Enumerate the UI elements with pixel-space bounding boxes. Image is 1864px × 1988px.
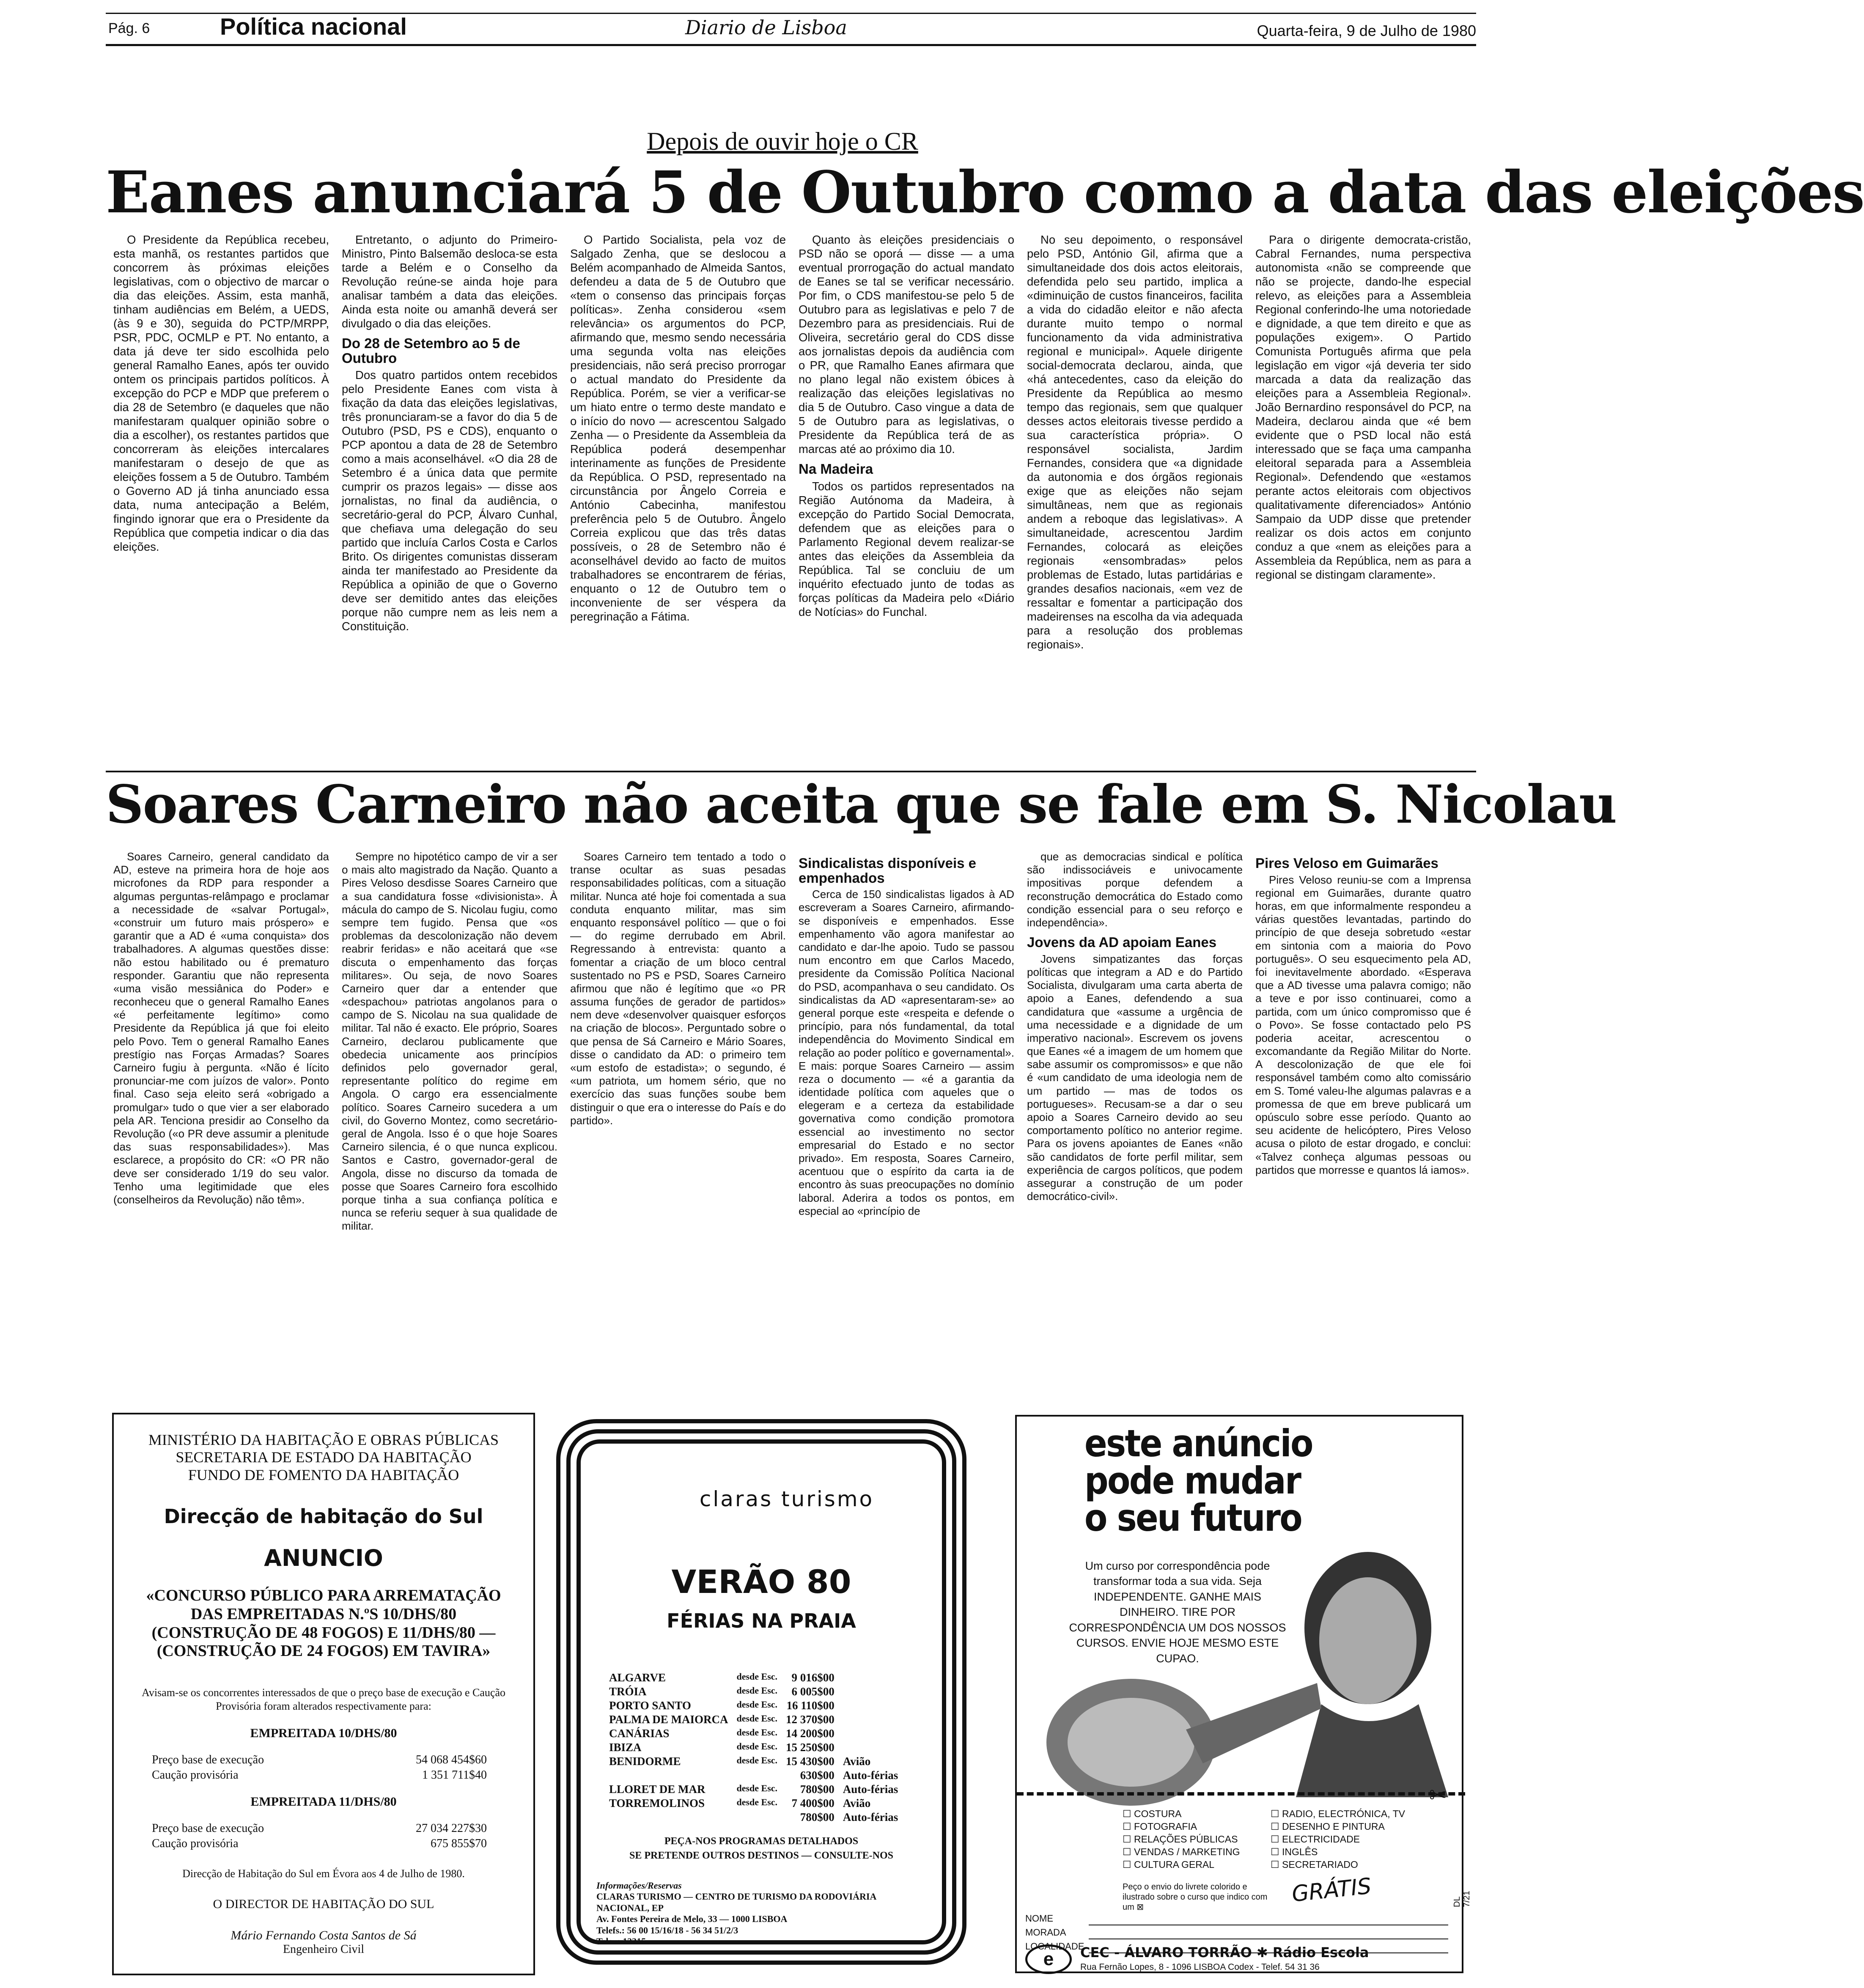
company-name: CLARAS TURISMO — CENTRO DE TURISMO DA RODOVIÁRIA NACIONAL, EP xyxy=(596,1891,876,1913)
subheading: Jovens da AD apoiam Eanes xyxy=(1027,934,1217,950)
price-place: PALMA DE MAIORCA xyxy=(609,1713,728,1726)
price-row xyxy=(605,1782,902,1796)
article1-body xyxy=(113,233,1471,768)
page-number: Pág. 6 xyxy=(108,20,150,36)
price-price: 7 400$00 xyxy=(791,1797,835,1810)
price-row xyxy=(605,1796,902,1810)
price-from xyxy=(732,1768,782,1782)
price-from: desde Esc. xyxy=(736,1699,778,1710)
price-note: Auto-férias xyxy=(843,1783,898,1796)
travel-title: VERÃO 80 xyxy=(671,1563,851,1601)
price-from: desde Esc. xyxy=(736,1685,778,1696)
paragraph: que as democracias sindical e política são indissociáveis e univocamente impositivas porque defendem a reconstrução democrática do Estado como condição essencial para o seu reforço e independência». xyxy=(1027,850,1243,929)
name-field[interactable] xyxy=(1089,1911,1448,1925)
price-place: CANÁRIAS xyxy=(609,1727,670,1740)
direction-name: Direcção de habitação do Sul xyxy=(164,1505,483,1528)
price-row xyxy=(605,1727,902,1741)
price-row xyxy=(605,1810,902,1824)
article2-body xyxy=(113,850,1471,1370)
info-label: Informações/Reservas xyxy=(596,1880,682,1891)
article1-column-2 xyxy=(342,233,557,768)
headline-line: o seu futuro xyxy=(1084,1496,1301,1540)
issue-date: Quarta-feira, 9 de Julho de 1980 xyxy=(1257,22,1476,39)
price-note xyxy=(839,1713,902,1727)
notice-text: Avisam-se os concorrentes interessados de que o preço base de execução e Caução Provisória foram alterados respectivamente para: xyxy=(141,1686,506,1713)
booklet-request: Peço o envio do livrete colorido e ilustrado sobre o curso que indico com um ⊠ xyxy=(1123,1882,1268,1912)
paragraph: Todos os partidos representados na Região Autónoma da Madeira, à excepção do Partido Social Democrata, defendem que as eleições para o Parlamento Regional devem realizar-se antes das eleições da Assembleia da República. Tal se concluiu de um inquérito efectuado junto de todas as forças políticas da Madeira pelo «Diário de Notícias» do Funchal. xyxy=(799,479,1014,618)
course-label: VENDAS / MARKETING xyxy=(1134,1846,1240,1857)
price-from: desde Esc. xyxy=(736,1671,778,1682)
lot1-base xyxy=(152,1753,487,1767)
course-label: ELECTRICIDADE xyxy=(1282,1833,1360,1845)
value: 1 351 711$40 xyxy=(422,1768,487,1782)
price-note xyxy=(839,1685,902,1699)
travel-subtitle: FÉRIAS NA PRAIA xyxy=(667,1609,856,1632)
course-option[interactable]: ☐ ELECTRICIDADE xyxy=(1271,1833,1360,1845)
price-place: PORTO SANTO xyxy=(609,1699,691,1712)
price-price: 9 016$00 xyxy=(791,1671,835,1684)
coupon-cut-line xyxy=(1017,1792,1465,1796)
notice-title: ANUNCIO xyxy=(264,1545,383,1572)
fund-name: FUNDO DE FOMENTO DA HABITAÇÃO xyxy=(188,1466,459,1483)
secretariat-name: SECRETARIA DE ESTADO DA HABITAÇÃO xyxy=(176,1449,472,1466)
price-from: desde Esc. xyxy=(736,1783,778,1793)
lot1-bond xyxy=(152,1768,487,1782)
price-note xyxy=(839,1671,902,1685)
signer-role: Engenheiro Civil xyxy=(283,1942,365,1956)
name-row xyxy=(1025,1911,1448,1925)
ministry-ad xyxy=(112,1413,535,1975)
price-place: TRÓIA xyxy=(609,1685,647,1698)
header-rule xyxy=(106,44,1476,46)
price-place: LLORET DE MAR xyxy=(609,1783,706,1796)
price-from: desde Esc. xyxy=(736,1755,778,1766)
lot2-base xyxy=(152,1822,487,1835)
course-label: FOTOGRAFIA xyxy=(1134,1821,1197,1832)
subheading: Na Madeira xyxy=(799,461,873,477)
price-place: ALGARVE xyxy=(609,1671,666,1684)
course-pitch: Um curso por correspondência pode transformar toda a sua vida. Seja INDEPENDENTE. GANHE MAIS DINHEIRO. TIRE POR CORRESPONDÊNCIA UM DOS NOSSOS CURSOS. ENVIE HOJE MESMO ESTE CUPAO. xyxy=(1069,1560,1286,1665)
price-row xyxy=(605,1713,902,1727)
paragraph: Para o dirigente democrata-cristão, Cabral Fernandes, numa perspectiva autonomista «não se compreende que não se projecte, dando-lhe especial relevo, as eleições para a Assembleia Regional conferindo-lhe uma notoriedade e dignidade, a que tem direito e que as populações exigem». O Partido Comunista Português afirma que pela legislação em vigor «já deveria ter sido marcada a data da realização das eleições para a Assembleia Regional». João Bernardino responsável do PCP, na Madeira, declarou ainda que «é bem evidente que o PSD local não está interessado que se faça uma campanha eleitoral separada para a Assembleia Regional». Defendendo que «estamos perante actos eleitorais com objectivos qualitativamente diferenciados» António Sampaio da UDP disse que pretender realizar os dois actos em conjunto conduz a que «nem as eleições para a Assembleia da República, nem as para a regional se distingam claramente». xyxy=(1255,233,1471,581)
price-note xyxy=(839,1741,902,1755)
signer-name: Mário Fernando Costa Santos de Sá xyxy=(231,1928,417,1942)
course-label: SECRETARIADO xyxy=(1282,1859,1358,1870)
article1-column-3 xyxy=(570,233,786,768)
price-price: 6 005$00 xyxy=(791,1685,835,1698)
paragraph: Cerca de 150 sindicalistas ligados à AD escreveram a Soares Carneiro, afirmando-se disponíveis e empenhados. Esse empenhamento vão agora manifestar ao candidato e dar-lhe apoio. Tudo se passou num encontro em que Carlos Macedo, presidente da Comissão Política Nacional do PSD, acompanhava o seu candidato. Os sindicalistas da AD «apresentaram-se» ao general porque este «respeita e defende o princípio, para nós fundamental, da total independência do Movimento Sindical em relação ao poder político e governamental». E mais: porque Soares Carneiro — assim reza o documento — «é a garantia da identidade política com aqueles que o elegeram e a certeza da estabilidade governativa como condição promotora essencial ao investimento no sector empresarial do Estado e no sector privado». Em resposta, Soares Carneiro, acentuou que o espírito da carta ia de encontro às suas preocupações no domínio laboral. Aderira a todos os pontos, em especial ao «princípio de xyxy=(799,888,1014,1217)
price-from: desde Esc. xyxy=(736,1797,778,1807)
article1-column-4 xyxy=(799,233,1014,768)
paragraph: Soares Carneiro, general candidato da AD, esteve na primeira hora de hoje aos microfones da RDP para responder a algumas perguntas-relâmpago e proclamar a necessidade de «salvar Portugal», «construir um futuro mais próspero» e garantir que a AD é «uma conquista» dos trabalhadores. A algumas questões disse: não estou habilitado ou é prematuro responder. Garantiu que não representa «uma visão messiânica do Poder» e reconheceu que o general Ramalho Eanes «é perfeitamente legítimo» como Presidente da República já que foi eleito pelo Povo. Tem o general Ramalho Eanes prestígio nas Forças Armadas? Soares Carneiro fugiu à pergunta. «Não é lícito pronunciar-me com juízos de valor». Ponto final. Caso seja eleito será «obrigado a promulgar» tudo o que vier a ser elaborado pela AR. Tenciona presidir ao Conselho da Revolução («o PR deve assumir a plenitude das suas responsabilidades»). Mas esclarece, a propósito do CR: «O PR não deve ser considerado 1/19 do seu valor. Tenho uma legitimidade que eles (conselheiros da Revolução) não têm». xyxy=(113,850,329,1206)
label: Preço base de execução xyxy=(152,1753,264,1766)
article2-column-6 xyxy=(1255,850,1471,1370)
travel-ad xyxy=(550,1413,973,1971)
article1-column-6 xyxy=(1255,233,1471,768)
price-note: Auto-férias xyxy=(843,1769,898,1782)
price-note xyxy=(839,1699,902,1713)
article1-kicker: Depois de ouvir hoje o CR xyxy=(647,127,918,155)
article2-column-4 xyxy=(799,850,1014,1370)
course-option[interactable]: ☐ COSTURA xyxy=(1123,1808,1182,1819)
company-phones: Telefs.: 56 00 15/16/18 - 56 34 51/2/3 xyxy=(596,1925,738,1936)
course-label: COSTURA xyxy=(1134,1808,1182,1819)
paragraph: Pires Veloso reuniu-se com a Imprensa regional em Guimarães, durante quatro horas, em que informalmente respondeu a várias questões levantadas, partindo do princípio de que deseja sobretudo «estar em sintonia com a maioria do Povo português». O seu esquecimento pela AD, foi inevitavelmente abordado. «Esperava que a AD tivesse uma palavra comigo; não a teve e por isso continuarei, como a partida, com um único compromisso que é o Povo». Se fosse contactado pelo PS poderia aceitar, acrescentou o excomandante da Região Militar do Norte. A descolonização de que ele foi responsável também como alto comissário em S. Tomé valeu-lhe algumas palavras e a promessa de que em breve publicará um opúsculo sobre esse período. Quanto ao seu acidente de helicóptero, Pires Veloso acusa o piloto de estar drogado, e conclui: «Talvez conheça algumas pessoas ou partidos que morresse e quantos lá iamos». xyxy=(1255,873,1471,1176)
price-price: 15 430$00 xyxy=(786,1755,835,1768)
headline-line: este anúncio xyxy=(1084,1422,1312,1465)
paragraph: O Presidente da República recebeu, esta manhã, os restantes partidos que concorrem às próximas eleições legislativas, com o objectivo de marcar o dia das eleições. Assim, esta manhã, tinham audiências em Belém, a UEDS, (às 9 e 30), seguida do PCTP/MRPP, PSR, PDC, OCMLP e PT. No entanto, a data já deve ter sido escolhida pelo general Ramalho Eanes, após ter ouvido ontem os principais partidos políticos. À excepção do PCP e MDP que preferem o dia 28 de Setembro (e daqueles que não manifestaram qualquer opinião sobre o dia a escolher), os restantes partidos que concorreram às eleições intercalares manifestaram o desejo de que as eleições fossem a 5 de Outubro. Também o Governo AD já tinha anunciado essa data, numa antecipação a Belém, fingindo ignorar que era o Presidente da República que competia indicar o dia das eleições. xyxy=(113,233,329,553)
price-row xyxy=(605,1685,902,1699)
article2-column-3 xyxy=(570,850,786,1370)
price-place xyxy=(605,1810,732,1824)
article2-headline: Soares Carneiro não aceita que se fale em S. Nicolau xyxy=(106,774,1617,835)
article1-headline: Eanes anunciará 5 de Outubro como a data das eleições xyxy=(106,159,1864,226)
label: Preço base de execução xyxy=(152,1821,264,1835)
article-divider xyxy=(106,771,1476,772)
price-place xyxy=(605,1768,732,1782)
headline-line: pode mudar xyxy=(1084,1459,1301,1502)
price-price: 780$00 xyxy=(800,1811,835,1823)
course-option[interactable]: ☐ DESENHO E PINTURA xyxy=(1271,1821,1385,1832)
price-from: desde Esc. xyxy=(736,1713,778,1724)
label: Caução provisória xyxy=(152,1768,239,1782)
article2-column-2 xyxy=(342,850,557,1370)
price-price: 16 110$00 xyxy=(786,1699,835,1712)
course-label: RELAÇÕES PÚBLICAS xyxy=(1134,1833,1238,1845)
price-price: 14 200$00 xyxy=(786,1727,835,1740)
course-label: DESENHO E PINTURA xyxy=(1282,1821,1385,1832)
course-option[interactable]: ☐ RADIO, ELECTRÓNICA, TV xyxy=(1271,1808,1405,1819)
address-row xyxy=(1025,1925,1448,1939)
value: 54 068 454$60 xyxy=(416,1753,487,1766)
lot2-bond xyxy=(152,1837,487,1851)
price-row xyxy=(605,1699,902,1713)
contest-title: «CONCURSO PÚBLICO PARA ARREMATAÇÃO DAS EMPREITADAS N.ºS 10/DHS/80 (CONSTRUÇÃO DE 48 FOGOS) E 11/DHS/80 — (CONSTRUÇÃO DE 24 FOGOS) EM TAVIRA» xyxy=(146,1587,501,1660)
subheading: Do 28 de Setembro ao 5 de Outubro xyxy=(342,335,520,366)
course-ad xyxy=(1015,1415,1471,1973)
newspaper-name: Diario de Lisboa xyxy=(685,16,847,39)
article1-column-5 xyxy=(1027,233,1243,768)
scissors-icon: ✂ xyxy=(1429,1783,1447,1807)
subheading: Sindicalistas disponíveis e empenhados xyxy=(799,855,976,886)
course-label: RADIO, ELECTRÓNICA, TV xyxy=(1282,1808,1405,1819)
paragraph: Soares Carneiro tem tentado a todo o transe ocultar as suas pesadas responsabilidades políticas, com a situação militar. Nunca até hoje foi comentada a sua conduta enquanto militar, mas sim enquanto responsável político — que o foi — do regime derrubado em Abril. Regressando à entrevista: quanto a fomentar a criação de um bloco central sustentado no PS e PSD, Soares Carneiro afirmou que não é legítimo que «o PR assuma funções de gerador de partidos» nem deve «desenvolver quaisquer esforços na criação de blocos». Perguntado sobre o que pensa de Sá Carneiro e Mário Soares, disse o candidato da AD: o primeiro tem «um estofo de estadista»; o segundo, é «um patriota, um homem sério, que no exercício das suas funções soube bem distinguir o que era o interesse do País e do partido». xyxy=(570,850,786,1127)
price-price: 780$00 xyxy=(800,1783,835,1796)
name-label: NOME xyxy=(1025,1913,1053,1924)
price-price: 630$00 xyxy=(800,1769,835,1782)
paragraph: Entretanto, o adjunto do Primeiro-Ministro, Pinto Balsemão desloca-se esta tarde a Belém e o Conselho da Revolução reúne-se ainda hoje para analisar também a data das eleições. Ainda esta noite ou amanhã deverá ser divulgado o dia das eleições. xyxy=(342,233,557,330)
price-note: Avião xyxy=(843,1797,871,1810)
lot1-title: EMPREITADA 10/DHS/80 xyxy=(250,1726,397,1740)
course-option[interactable]: ☐ SECRETARIADO xyxy=(1271,1859,1358,1870)
course-label: INGLÊS xyxy=(1282,1846,1318,1857)
course-headline xyxy=(1084,1422,1312,1540)
price-note: Auto-férias xyxy=(843,1811,898,1823)
value: 27 034 227$30 xyxy=(416,1821,487,1835)
travel-brand: claras turismo xyxy=(699,1487,874,1511)
subheading: Pires Veloso em Guimarães xyxy=(1255,855,1438,871)
article1-column-1 xyxy=(113,233,329,768)
address-label: MORADA xyxy=(1025,1927,1066,1938)
course-option[interactable]: ☐ INGLÊS xyxy=(1271,1846,1318,1857)
signer-title: O DIRECTOR DE HABITAÇÃO DO SUL xyxy=(213,1897,434,1911)
travel-contact xyxy=(596,1880,926,1947)
label: Caução provisória xyxy=(152,1837,239,1850)
company-address: Av. Fontes Pereira de Melo, 33 — 1000 LISBOA xyxy=(596,1914,788,1925)
price-from: desde Esc. xyxy=(736,1741,778,1752)
price-note xyxy=(839,1727,902,1741)
course-option[interactable]: ☐ CULTURA GERAL xyxy=(1123,1859,1215,1870)
ministry-name: MINISTÉRIO DA HABITAÇÃO E OBRAS PÚBLICAS xyxy=(148,1431,499,1448)
paragraph: Quanto às eleições presidenciais o PSD não se oporá — disse — a uma eventual prorrogação do actual mandato de Eanes se tal se verificar necessário. Por fim, o CDS manifestou-se pelo 5 de Outubro para as legislativas e pelo 7 de Dezembro para as presidenciais. Rui de Oliveira, secretário geral do CDS disse aos jornalistas depois da audiência com o PR, que Ramalho Eanes afirmara que no plano legal não existem óbices à realização das eleições legislativas no dia 5 de Outubro. Caso vingue a data de 5 de Outubro para as legislativas, o Presidente da República terá de as marcas até ao próximo dia 10. xyxy=(799,233,1014,456)
price-row xyxy=(605,1741,902,1755)
courses-left xyxy=(1123,1808,1266,1871)
price-place: IBIZA xyxy=(609,1741,642,1754)
course-label: CULTURA GERAL xyxy=(1134,1859,1215,1870)
cec-address: Rua Fernão Lopes, 8 - 1096 LISBOA Codex - Telef. 54 31 36 xyxy=(1080,1962,1320,1972)
travel-cta-destinations: SE PRETENDE OUTROS DESTINOS — CONSULTE-NOS xyxy=(629,1850,893,1861)
cec-company: CEC - ÁLVARO TORRÃO ✱ Rádio Escola xyxy=(1080,1944,1369,1961)
course-option[interactable]: ☐ FOTOGRAFIA xyxy=(1123,1821,1197,1832)
price-place: TORREMOLINOS xyxy=(609,1797,705,1810)
paragraph: Sempre no hipotético campo de vir a ser o mais alto magistrado da Nação. Quanto a Pires Veloso desdisse Soares Carneiro que a sua candidatura fosse «divisionista». À mácula do campo de S. Nicolau fugiu, como sempre tem fugido. Pensa que «os problemas da descolonização não devem reabrir feridas» e não aceitará que «se discuta o empenhamento das forças militares». Ou seja, de novo Soares Carneiro quer dar a entender que «despachou» patriotas angolanos para o campo de S. Nicolau na sua qualidade de militar. Tal não é exacto. Ele próprio, Soares Carneiro, declarou publicamente que obedecia unicamente aos princípios definidos pelo governador geral, representante político do regime em Angola. O cargo era essencialmente político. Soares Carneiro sucedera a um civil, do Governo Montez, como secretário-geral de Angola. Isso é o que hoje Soares Carneiro silencia, é o que nunca explicou. Santos e Castro, governador-geral de Angola, disse no discurso da tomada de posse que Soares Carneiro fora escolhido porque tinha a sua confiança política e nunca se referiu sequer à sua qualidade de militar. xyxy=(342,850,557,1233)
price-price: 15 250$00 xyxy=(786,1741,835,1754)
cec-logo-icon: e xyxy=(1025,1944,1072,1974)
price-row xyxy=(605,1768,902,1782)
lot2-title: EMPREITADA 11/DHS/80 xyxy=(250,1794,397,1809)
section-title: Política nacional xyxy=(220,13,407,40)
address-field[interactable] xyxy=(1089,1925,1448,1939)
price-table xyxy=(605,1671,902,1824)
paragraph: No seu depoimento, o responsável pelo PSD, António Gil, afirma que a simultaneidade dos dois actos eleitorais, defendida pelo seu partido, implica a «diminuição de custos financeiros, facilita a vida do cidadão eleitor e não afecta durante muito tempo o normal funcionamento da vida administrativa regional e municipal». Aquele dirigente social-democrata declarou, ainda, que «há antecedentes, caso da eleição do Presidente da República ao mesmo tempo das regionais, sem que qualquer desses actos eleitorais tivesse perdido a sua característica própria». O responsável socialista, Jardim Fernandes, considera que «a dignidade da autonomia e dos órgãos regionais exige que as eleições não sejam simultâneas, nem que as regionais andem a reboque das legislativas». A simultaneidade, acrescentou Jardim Fernandes, colocará as eleições regionais «ensombradas» pelos problemas de Estado, lutas partidárias e grandes desafios nacionais, «em vez de ressaltar e fomentar a participação dos madeirenses na escolha da via adequada para a resolução dos problemas regionais». xyxy=(1027,233,1243,651)
article2-column-5 xyxy=(1027,850,1243,1370)
price-note: Avião xyxy=(843,1755,871,1768)
paragraph: Dos quatro partidos ontem recebidos pelo Presidente Eanes com vista à fixação da data das eleições legislativas, três pronunciaram-se a favor do dia 5 de Outubro (PSD, PS e CDS), enquanto o PCP apontou a data de 28 de Setembro como a mais aconselhável. «O dia 28 de Setembro é a única data que permite cumprir os prazos legais» — disse aos jornalistas, no final da audiência, o secretário-geral do PCP, Álvaro Cunhal, que chefiava uma delegação do seu partido que incluía Carlos Costa e Carlos Brito. Os dirigentes comunistas disseram ainda ter manifestado ao Presidente da República a opinião de que o Governo deve ser demitido antes das eleições porque não cumpre nem as leis nem a Constituição. xyxy=(342,368,557,633)
price-from xyxy=(732,1810,782,1824)
price-row xyxy=(605,1755,902,1768)
value: 675 855$70 xyxy=(431,1837,487,1850)
article2-column-1 xyxy=(113,850,329,1370)
price-price: 12 370$00 xyxy=(786,1713,835,1726)
course-option[interactable]: ☐ VENDAS / MARKETING xyxy=(1123,1846,1240,1857)
travel-cta-programs: PEÇA-NOS PROGRAMAS DETALHADOS xyxy=(664,1836,859,1847)
paragraph: Jovens simpatizantes das forças políticas que integram a AD e do Partido Socialista, divulgaram uma carta aberta de apoio a Eanes, defendendo a sua candidatura que «assume a urgência de uma necessidade e a dignidade de um imperativo nacional». Escrevem os jovens que Eanes «é a imagem de um homem que sabe assumir os compromissos» e que não é «um candidato de uma ideologia nem de um partido — mas de todos os portugueses». Recusam-se a dar o seu apoio a Soares Carneiro devido ao seu comportamento político no anterior regime. Para os jovens apoiantes de Eanes «não são candidatos de forte perfil militar, sem experiência de cargos políticos, que podem assegurar a construção de um poder democrático-civil». xyxy=(1027,952,1243,1203)
place-date: Direcção de Habitação do Sul em Évora aos 4 de Julho de 1980. xyxy=(182,1867,465,1880)
paragraph: O Partido Socialista, pela voz de Salgado Zenha, que se deslocou a Belém acompanhado de Almeida Santos, defendeu a data de 5 de Outubro que «tem o consenso das principais forças políticas». Zenha considerou «sem relevância» os argumentos do PCP, afirmando que, mesmo sendo necessária uma segunda volta nas eleições presidenciais, não será preciso prorrogar o actual mandato do Presidente da República. Porém, se vier a verificar-se um hiato entre o termo deste mandato e o início do novo — acrescentou Salgado Zenha — o Presidente da Assembleia da República poderá desempenhar interinamente as funções de Presidente da República. O PSD, representado na circunstância por Ângelo Correia e António Cabecinha, manifestou preferência pelo 5 de Outubro. Ângelo Correia explicou que das três datas possíveis, o 28 de Setembro não é aconselhável devido ao facto de muitos trabalhadores se encontrarem de férias, enquanto o 12 de Outubro tem o inconveniente de ser véspera da peregrinação a Fátima. xyxy=(570,233,786,623)
courses-right xyxy=(1271,1808,1448,1871)
ad-code: DL 7/21 xyxy=(1452,1891,1471,1907)
locality-label: LOCALIDADE xyxy=(1025,1941,1084,1952)
course-option[interactable]: ☐ RELAÇÕES PÚBLICAS xyxy=(1123,1833,1238,1845)
free-label: GRÁTIS xyxy=(1290,1873,1373,1907)
company-telex: Telex: 12315 xyxy=(596,1936,646,1947)
price-place: BENIDORME xyxy=(609,1755,681,1768)
price-from: desde Esc. xyxy=(736,1727,778,1738)
price-row xyxy=(605,1671,902,1685)
